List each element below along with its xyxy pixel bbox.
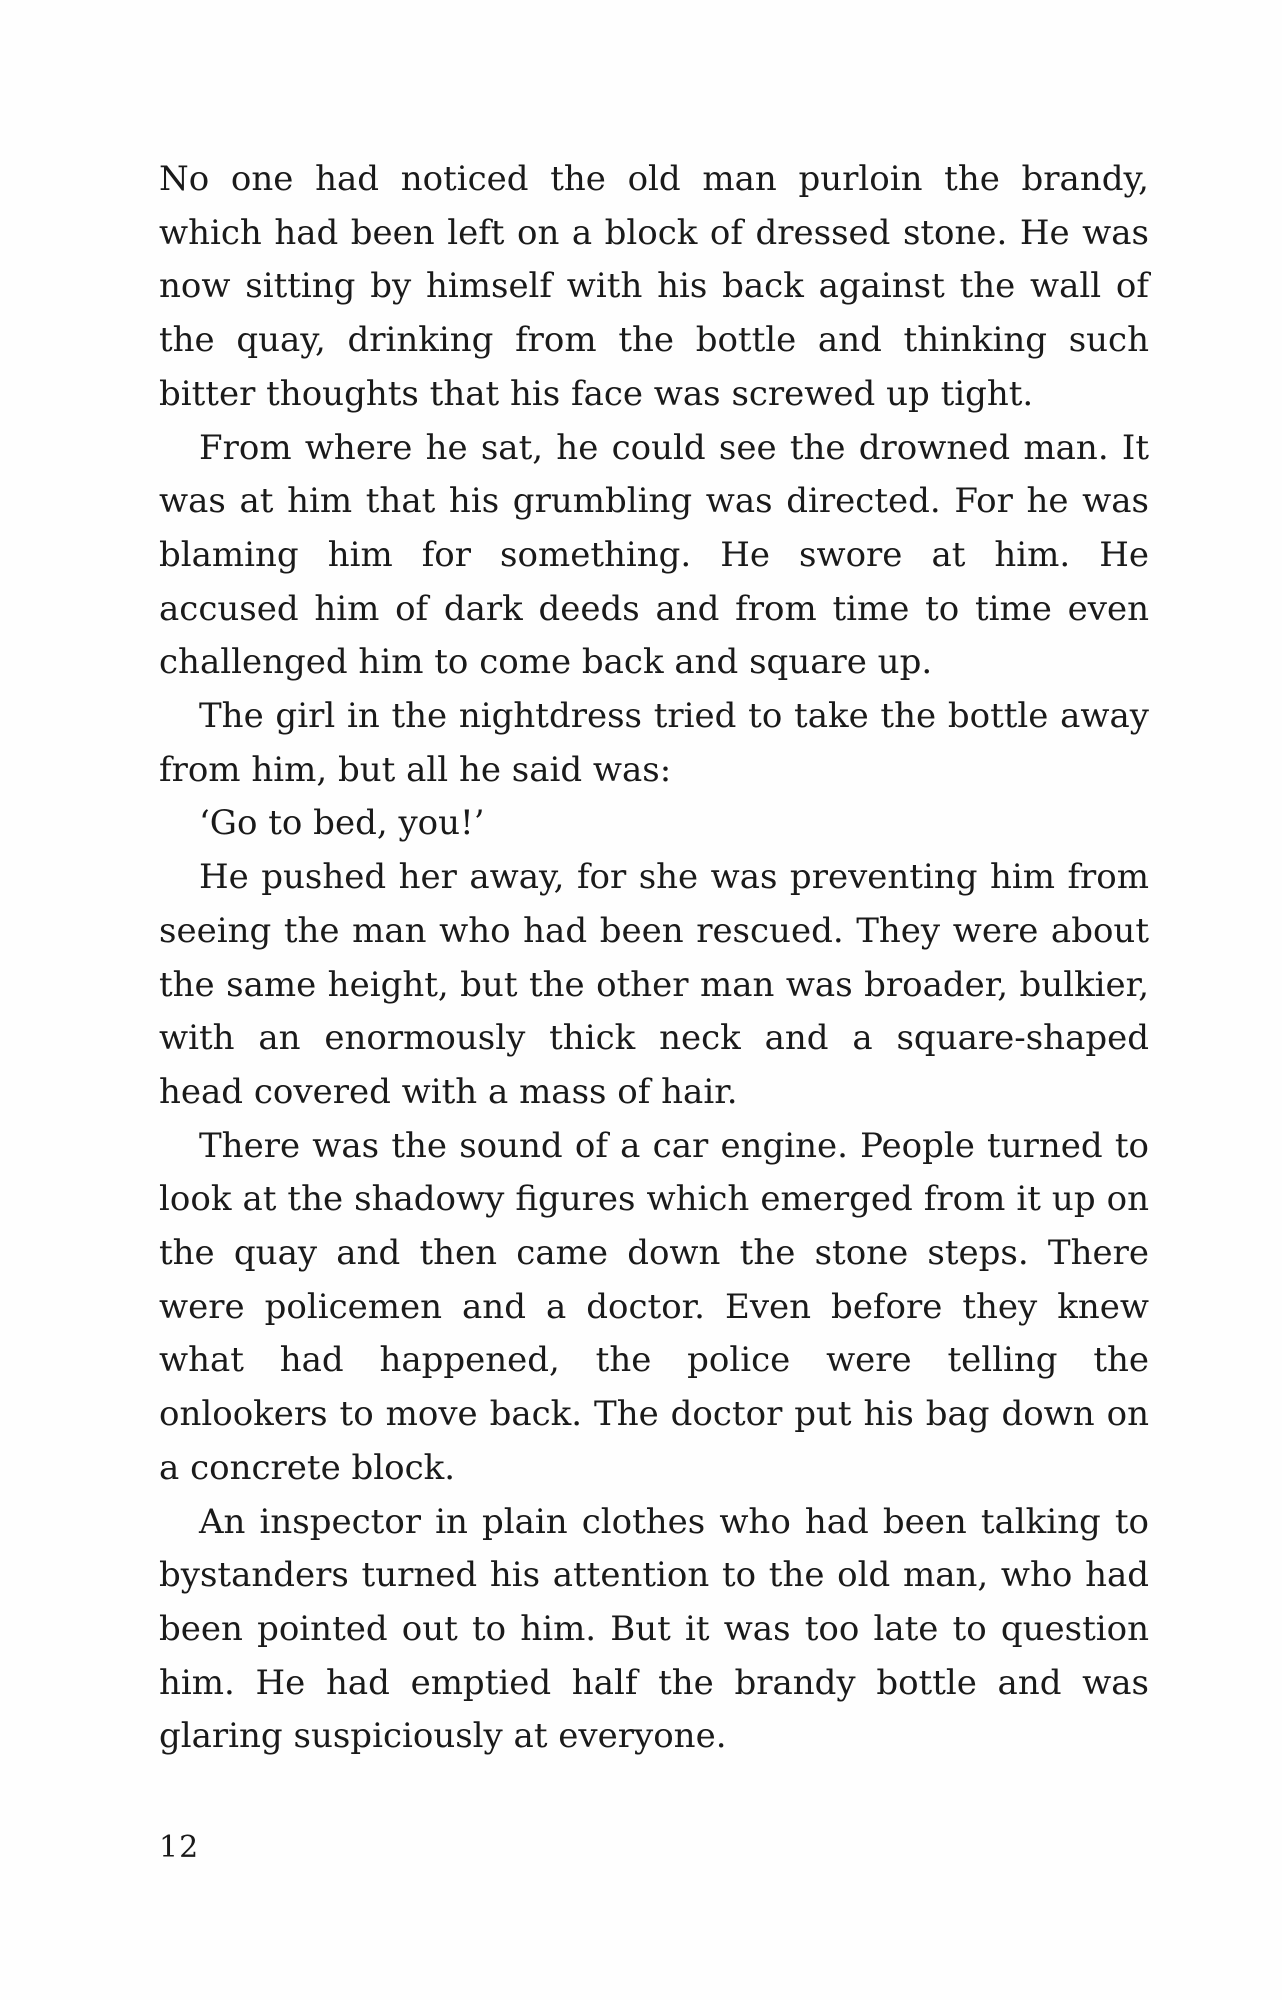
- paragraph-2: From where he sat, he could see the drowned man. It was at him that his grumbling was directed. For he was blaming him for something. He swore at him. He accused him of dark deeds and from time to time even challenged him to come back and square up.: [159, 427, 1149, 683]
- paragraph-4: ‘Go to bed, you!’: [199, 803, 485, 844]
- page-number: 12: [159, 1830, 200, 1865]
- body-text: [159, 153, 1149, 1764]
- paragraph-1: No one had noticed the old man purloin the brandy, which had been left on a block of dressed stone. He was now sitting by himself with his back against the wall of the quay, drinking from the bottle and thinking such bitter thoughts that his face was screwed up tight.: [159, 159, 1149, 414]
- paragraph-6: There was the sound of a car engine. People turned to look at the shadowy figures which emerged from it up on the quay and then came down the stone steps. There were policemen and a doctor. Even before they knew what had happened, the police were telling the onlookers to move back. The doctor put his bag down on a concrete block.: [159, 1125, 1149, 1488]
- paragraph-5: He pushed her away, for she was preventing him from seeing the man who had been rescued. They were about the same height, but the other man was broader, bulkier, with an enormously thick neck and a square-shaped head covered with a mass of hair.: [159, 857, 1149, 1112]
- paragraph-3: The girl in the nightdress tried to take the bottle away from him, but all he said was:: [159, 696, 1149, 790]
- paragraph-7: An inspector in plain clothes who had been talking to bystanders turned his attention to the old man, who had been pointed out to him. But it was too late to question him. He had emptied half the brandy bottle and was glaring suspiciously at everyone.: [159, 1501, 1149, 1757]
